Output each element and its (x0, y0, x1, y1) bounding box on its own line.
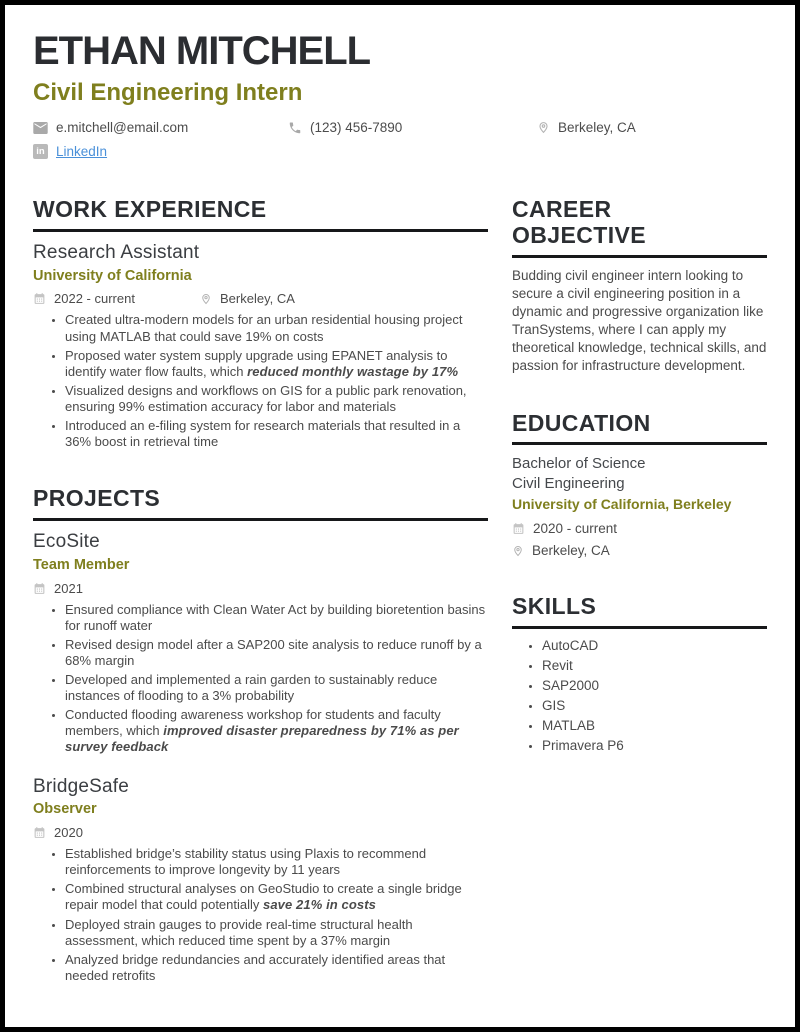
bullet-item: • Combined structural analyses on GeoStudio to create a single bridge repair model that could potentially save 21% in costs (65, 881, 488, 913)
resume-header (33, 31, 767, 159)
skills-list (512, 638, 767, 753)
bullet-item: • Conducted flooding awareness workshop for students and faculty members, which improved disaster preparedness by 71% as per survey feedback (65, 707, 488, 755)
skill-item: • MATLAB (542, 718, 767, 733)
education-school: University of California, Berkeley (512, 496, 732, 513)
calendar-icon (33, 292, 46, 305)
entry-meta (33, 581, 488, 596)
project-entry-ecosite (33, 531, 488, 756)
employer-name: University of California (33, 267, 192, 284)
left-column (33, 197, 488, 987)
section-skills (512, 594, 767, 753)
calendar-icon (33, 826, 46, 839)
skill-item: • SAP2000 (542, 678, 767, 693)
contact-email (33, 120, 288, 135)
phone-icon (288, 121, 302, 135)
skills-heading: SKILLS (512, 594, 767, 629)
contact-phone (288, 120, 537, 135)
linkedin-icon: in (33, 144, 48, 159)
education-field: Civil Engineering (512, 475, 625, 493)
entry-meta (33, 825, 488, 840)
linkedin-link[interactable]: LinkedIn (56, 144, 108, 160)
project-role: Team Member (33, 556, 130, 573)
bullet-item: • Analyzed bridge redundancies and accurately identified areas that needed retrofits (65, 952, 488, 984)
bullet-item: • Visualized designs and workflows on GIS for a public park renovation, ensuring 99% estimation accuracy for labor and materials (65, 383, 488, 415)
work-experience-heading: WORK EXPERIENCE (33, 197, 488, 232)
project-title: EcoSite (33, 531, 100, 553)
bullet-item: • Deployed strain gauges to provide real-time structural health assessment, which reduced time spent by a 37% margin (65, 917, 488, 949)
entry-meta (33, 291, 488, 306)
education-degree: Bachelor of Science (512, 455, 646, 473)
person-name: ETHAN MITCHELL (33, 29, 371, 73)
entry-location: Berkeley, CA (220, 291, 295, 307)
entry-date: 2022 - current (54, 291, 135, 307)
section-career-objective (512, 197, 767, 375)
skill-item: • AutoCAD (542, 638, 767, 653)
calendar-icon (33, 582, 46, 595)
location-pin-icon (200, 292, 212, 306)
project-bullet-list (33, 846, 488, 984)
contact-row (33, 120, 767, 135)
bullet-item: • Developed and implemented a rain garden to sustainably reduce instances of flooding to a 3% probability (65, 672, 488, 704)
person-title: Civil Engineering Intern (33, 79, 303, 106)
career-objective-heading: CAREER OBJECTIVE (512, 197, 767, 258)
entry-date: 2021 (54, 580, 83, 596)
bullet-item: • Ensured compliance with Clean Water Act by building bioretention basins for runoff water (65, 602, 488, 634)
project-title: BridgeSafe (33, 775, 130, 797)
education-heading: EDUCATION (512, 411, 767, 446)
work-bullet-list (33, 312, 488, 450)
project-role: Observer (33, 801, 97, 818)
bullet-item: • Created ultra-modern models for an urban residential housing project using MATLAB that could save 19% on costs (65, 312, 488, 344)
envelope-icon (33, 122, 48, 134)
work-entry (33, 242, 488, 450)
contact-location (537, 120, 636, 135)
bullet-item: • Revised design model after a SAP200 site analysis to reduce runoff by a 68% margin (65, 637, 488, 669)
email-text: e.mitchell@email.com (56, 120, 189, 136)
project-bullet-list (33, 602, 488, 756)
job-title: Research Assistant (33, 241, 200, 263)
calendar-icon (512, 522, 525, 535)
contact-row-2 (33, 144, 767, 159)
right-column (512, 197, 767, 987)
resume-body (33, 197, 767, 987)
location-text: Berkeley, CA (558, 120, 636, 136)
education-date: 2020 - current (533, 521, 618, 537)
projects-heading: PROJECTS (33, 486, 488, 521)
contact-linkedin (33, 144, 107, 159)
section-work-experience (33, 197, 488, 450)
location-pin-icon (512, 544, 524, 558)
phone-text: (123) 456-7890 (310, 120, 403, 136)
section-projects (33, 486, 488, 984)
bullet-item: • Established bridge’s stability status using Plaxis to recommend reinforcements to improve longevity by 11 years (65, 846, 488, 878)
bullet-item: • Introduced an e-filing system for research materials that resulted in a 36% boost in retrieval time (65, 418, 488, 450)
skill-item: • GIS (542, 698, 767, 713)
project-entry-bridgesafe (33, 776, 488, 984)
location-pin-icon (537, 120, 550, 135)
entry-date: 2020 (54, 825, 83, 841)
skill-item: • Revit (542, 658, 767, 673)
career-objective-text: Budding civil engineer intern looking to secure a civil engineering position in a dynamic and progressive organization like TranSystems, where I can apply my theoretical knowledge, technical skills, and passion for infrastructure development. (512, 267, 767, 373)
bullet-item: • Proposed water system supply upgrade using EPANET analysis to identify water flow faults, which reduced monthly wastage by 17% (65, 348, 488, 380)
section-education (512, 411, 767, 559)
education-location: Berkeley, CA (532, 543, 610, 559)
education-meta (512, 521, 767, 558)
skill-item: • Primavera P6 (542, 738, 767, 753)
